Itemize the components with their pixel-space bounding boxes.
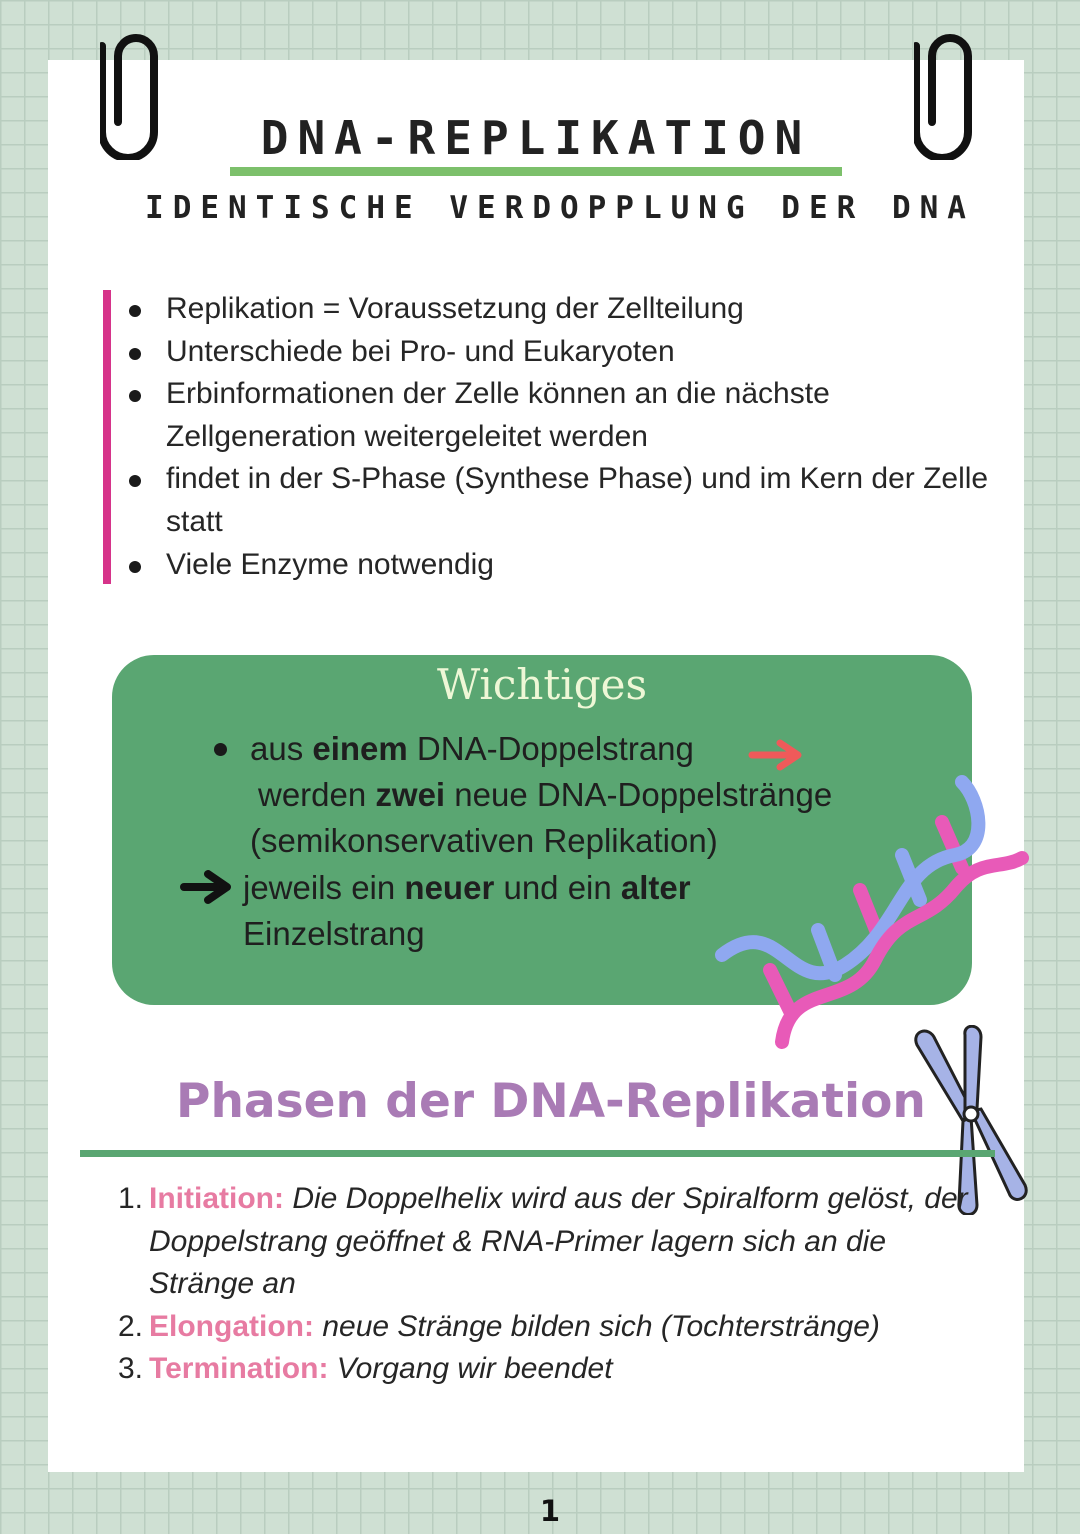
phase-description: neue Stränge bilden sich (Tochterstränge) bbox=[313, 1309, 880, 1343]
accent-bar bbox=[103, 290, 111, 584]
paperclip-icon bbox=[100, 24, 172, 160]
list-item bbox=[118, 1348, 998, 1391]
page-number: 1 bbox=[539, 1494, 561, 1528]
arrow-right-icon bbox=[180, 869, 234, 905]
phase-number: 2. bbox=[118, 1309, 144, 1343]
phase-number: 1. bbox=[118, 1182, 144, 1215]
important-line-1: aus einem DNA-Doppelstrang bbox=[250, 730, 694, 767]
fact-list bbox=[122, 288, 1002, 586]
page-subtitle: IDENTISCHE VERDOPPLUNG DER DNA bbox=[145, 190, 975, 226]
list-item: Unterschiede bei Pro- und Eukaryoten bbox=[122, 331, 1002, 374]
phase-term: Elongation: bbox=[149, 1309, 314, 1343]
phase-term: Termination: bbox=[149, 1352, 329, 1385]
phase-description: Die Doppelhelix wird aus der Spiralform gelöst, der Doppelstrang geöffnet & RNA-Primer lagern sich an die Stränge an bbox=[149, 1182, 968, 1300]
phases-title: Phasen der DNA-Replikation bbox=[176, 1074, 926, 1129]
list-item bbox=[118, 1178, 998, 1306]
list-item bbox=[118, 1306, 998, 1349]
important-line-4: jeweils ein neuer und ein alter bbox=[243, 869, 691, 906]
important-line-5: Einzelstrang bbox=[243, 915, 425, 952]
important-line-3: (semikonservativen Replikation) bbox=[250, 822, 718, 859]
list-item: Erbinformationen der Zelle können an die nächste Zellgeneration weitergeleitet werden bbox=[122, 373, 1002, 458]
list-item: Viele Enzyme notwendig bbox=[122, 544, 1002, 587]
section-divider bbox=[80, 1150, 995, 1157]
phase-description: Vorgang wir beendet bbox=[328, 1352, 613, 1385]
page-title: DNA-REPLIKATION bbox=[230, 108, 842, 176]
list-item: Replikation = Voraussetzung der Zellteilung bbox=[122, 288, 1002, 331]
important-title: Wichtiges bbox=[436, 660, 648, 709]
phases-list bbox=[118, 1178, 998, 1391]
important-line-2: werden zwei neue DNA-Doppelstränge bbox=[258, 776, 833, 813]
list-item: findet in der S-Phase (Synthese Phase) und im Kern der Zelle statt bbox=[122, 458, 1002, 543]
dna-helix-icon bbox=[710, 760, 1040, 1060]
paperclip-icon bbox=[914, 24, 986, 160]
phase-number: 3. bbox=[118, 1352, 144, 1385]
bullet-dot bbox=[214, 743, 227, 756]
phase-term: Initiation: bbox=[149, 1182, 284, 1215]
